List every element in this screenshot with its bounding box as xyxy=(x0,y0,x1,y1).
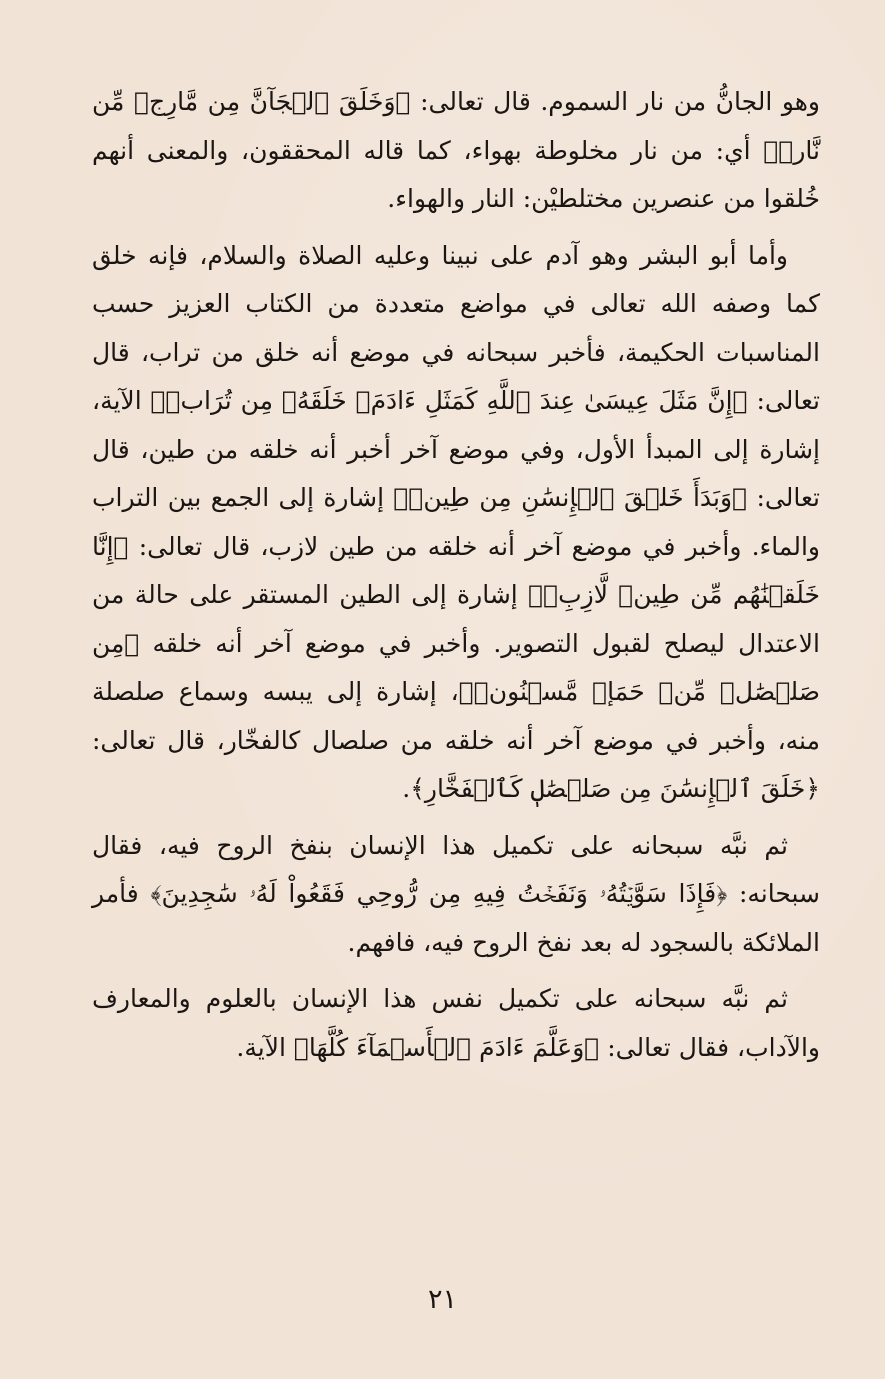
quran-verse: ﴿خَلَقَ ٱلۡإِنسَٰنَ مِن صَلۡصَٰلٖ كَٱلۡفَخَّارِ﴾ xyxy=(410,774,820,803)
text-segment: ثم نبَّه سبحانه على تكميل نفس هذا الإنسان بالعلوم والمعارف والآداب، فقال تعالى: xyxy=(92,984,820,1062)
text-segment: الآية. xyxy=(236,1032,294,1062)
quran-verse: ﴿وَبَدَأَ خَلۡقَ ٱلۡإِنسَٰنِ مِن طِينٖ﴾ xyxy=(393,483,748,512)
text-segment: أي: من نار مخلوطة بهواء، كما قاله المحققون، والمعنى أنهم خُلقوا من عنصرين مختلطيْن: النار والهواء. xyxy=(92,135,820,213)
text-segment: . xyxy=(402,774,411,803)
text-segment: إشارة إلى الطين المستقر على حالة من الاعتدال ليصلح لقبول التصوير. وأخبر في موضع آخر أنه خلقه xyxy=(92,580,820,658)
page-number: ٢١ xyxy=(427,1284,457,1315)
text-segment: فأمر الملائكة بالسجود له بعد نفخ الروح فيه، فافهم. xyxy=(92,879,820,957)
quran-verse: ﴿مِن صَلۡصَٰلٖ مِّنۡ حَمَإٖ مَّسۡنُونٖ﴾ xyxy=(92,628,820,706)
quran-verse: ﴿وَخَلَقَ ٱلۡجَآنَّ مِن مَّارِجٖ مِّن نَّارٖ﴾ xyxy=(92,87,820,165)
paragraph xyxy=(92,78,820,224)
quran-verse: ﴿وَعَلَّمَ ءَادَمَ ٱلۡأَسۡمَآءَ كُلَّهَا﴾ xyxy=(293,1032,600,1062)
page-body-text xyxy=(92,78,820,1080)
text-segment: الآية، إشارة إلى المبدأ الأول، وفي موضع آخر أخبر أنه خلقه من طين، قال تعالى: xyxy=(92,386,820,512)
quran-verse: ﴿إِنَّا خَلَقۡنَٰهُم مِّن طِينٖ لَّازِبِۭ﴾ xyxy=(92,531,820,609)
text-segment: وهو الجانُّ من نار السموم. قال تعالى: xyxy=(410,87,821,116)
quran-verse: ﴿فَإِذَا سَوَّيۡتُهُۥ وَنَفَخۡتُ فِيهِ مِن رُّوحِي فَقَعُواْ لَهُۥ سَٰجِدِينَ﴾ xyxy=(150,879,728,908)
text-segment: وأما أبو البشر وهو آدم على نبينا وعليه الصلاة والسلام، فإنه خلق كما وصفه الله تعالى في مواضع متعددة من الكتاب العزيز حسب المناسبات الحكيمة، فأخبر سبحانه في موضع أنه خلق من تراب، قال تعالى: xyxy=(92,240,820,415)
text-segment: ، إشارة إلى يبسه وسماع صلصلة منه، وأخبر في موضع آخر أنه خلقه من صلصال كالفخّار، قال تعالى: xyxy=(92,677,820,755)
paragraph xyxy=(92,232,820,814)
quran-verse: ﴿إِنَّ مَثَلَ عِيسَىٰ عِندَ ٱللَّهِ كَمَثَلِ ءَادَمَۖ خَلَقَهُۥ مِن تُرَابٖ﴾ xyxy=(150,386,748,415)
text-segment: ثم نبَّه سبحانه على تكميل هذا الإنسان بنفخ الروح فيه، فقال سبحانه: xyxy=(92,830,820,908)
paragraph xyxy=(92,975,820,1072)
text-segment: إشارة إلى الجمع بين التراب والماء. وأخبر في موضع آخر أنه خلقه من طين لازب، قال تعالى: xyxy=(92,483,820,561)
paragraph xyxy=(92,822,820,968)
